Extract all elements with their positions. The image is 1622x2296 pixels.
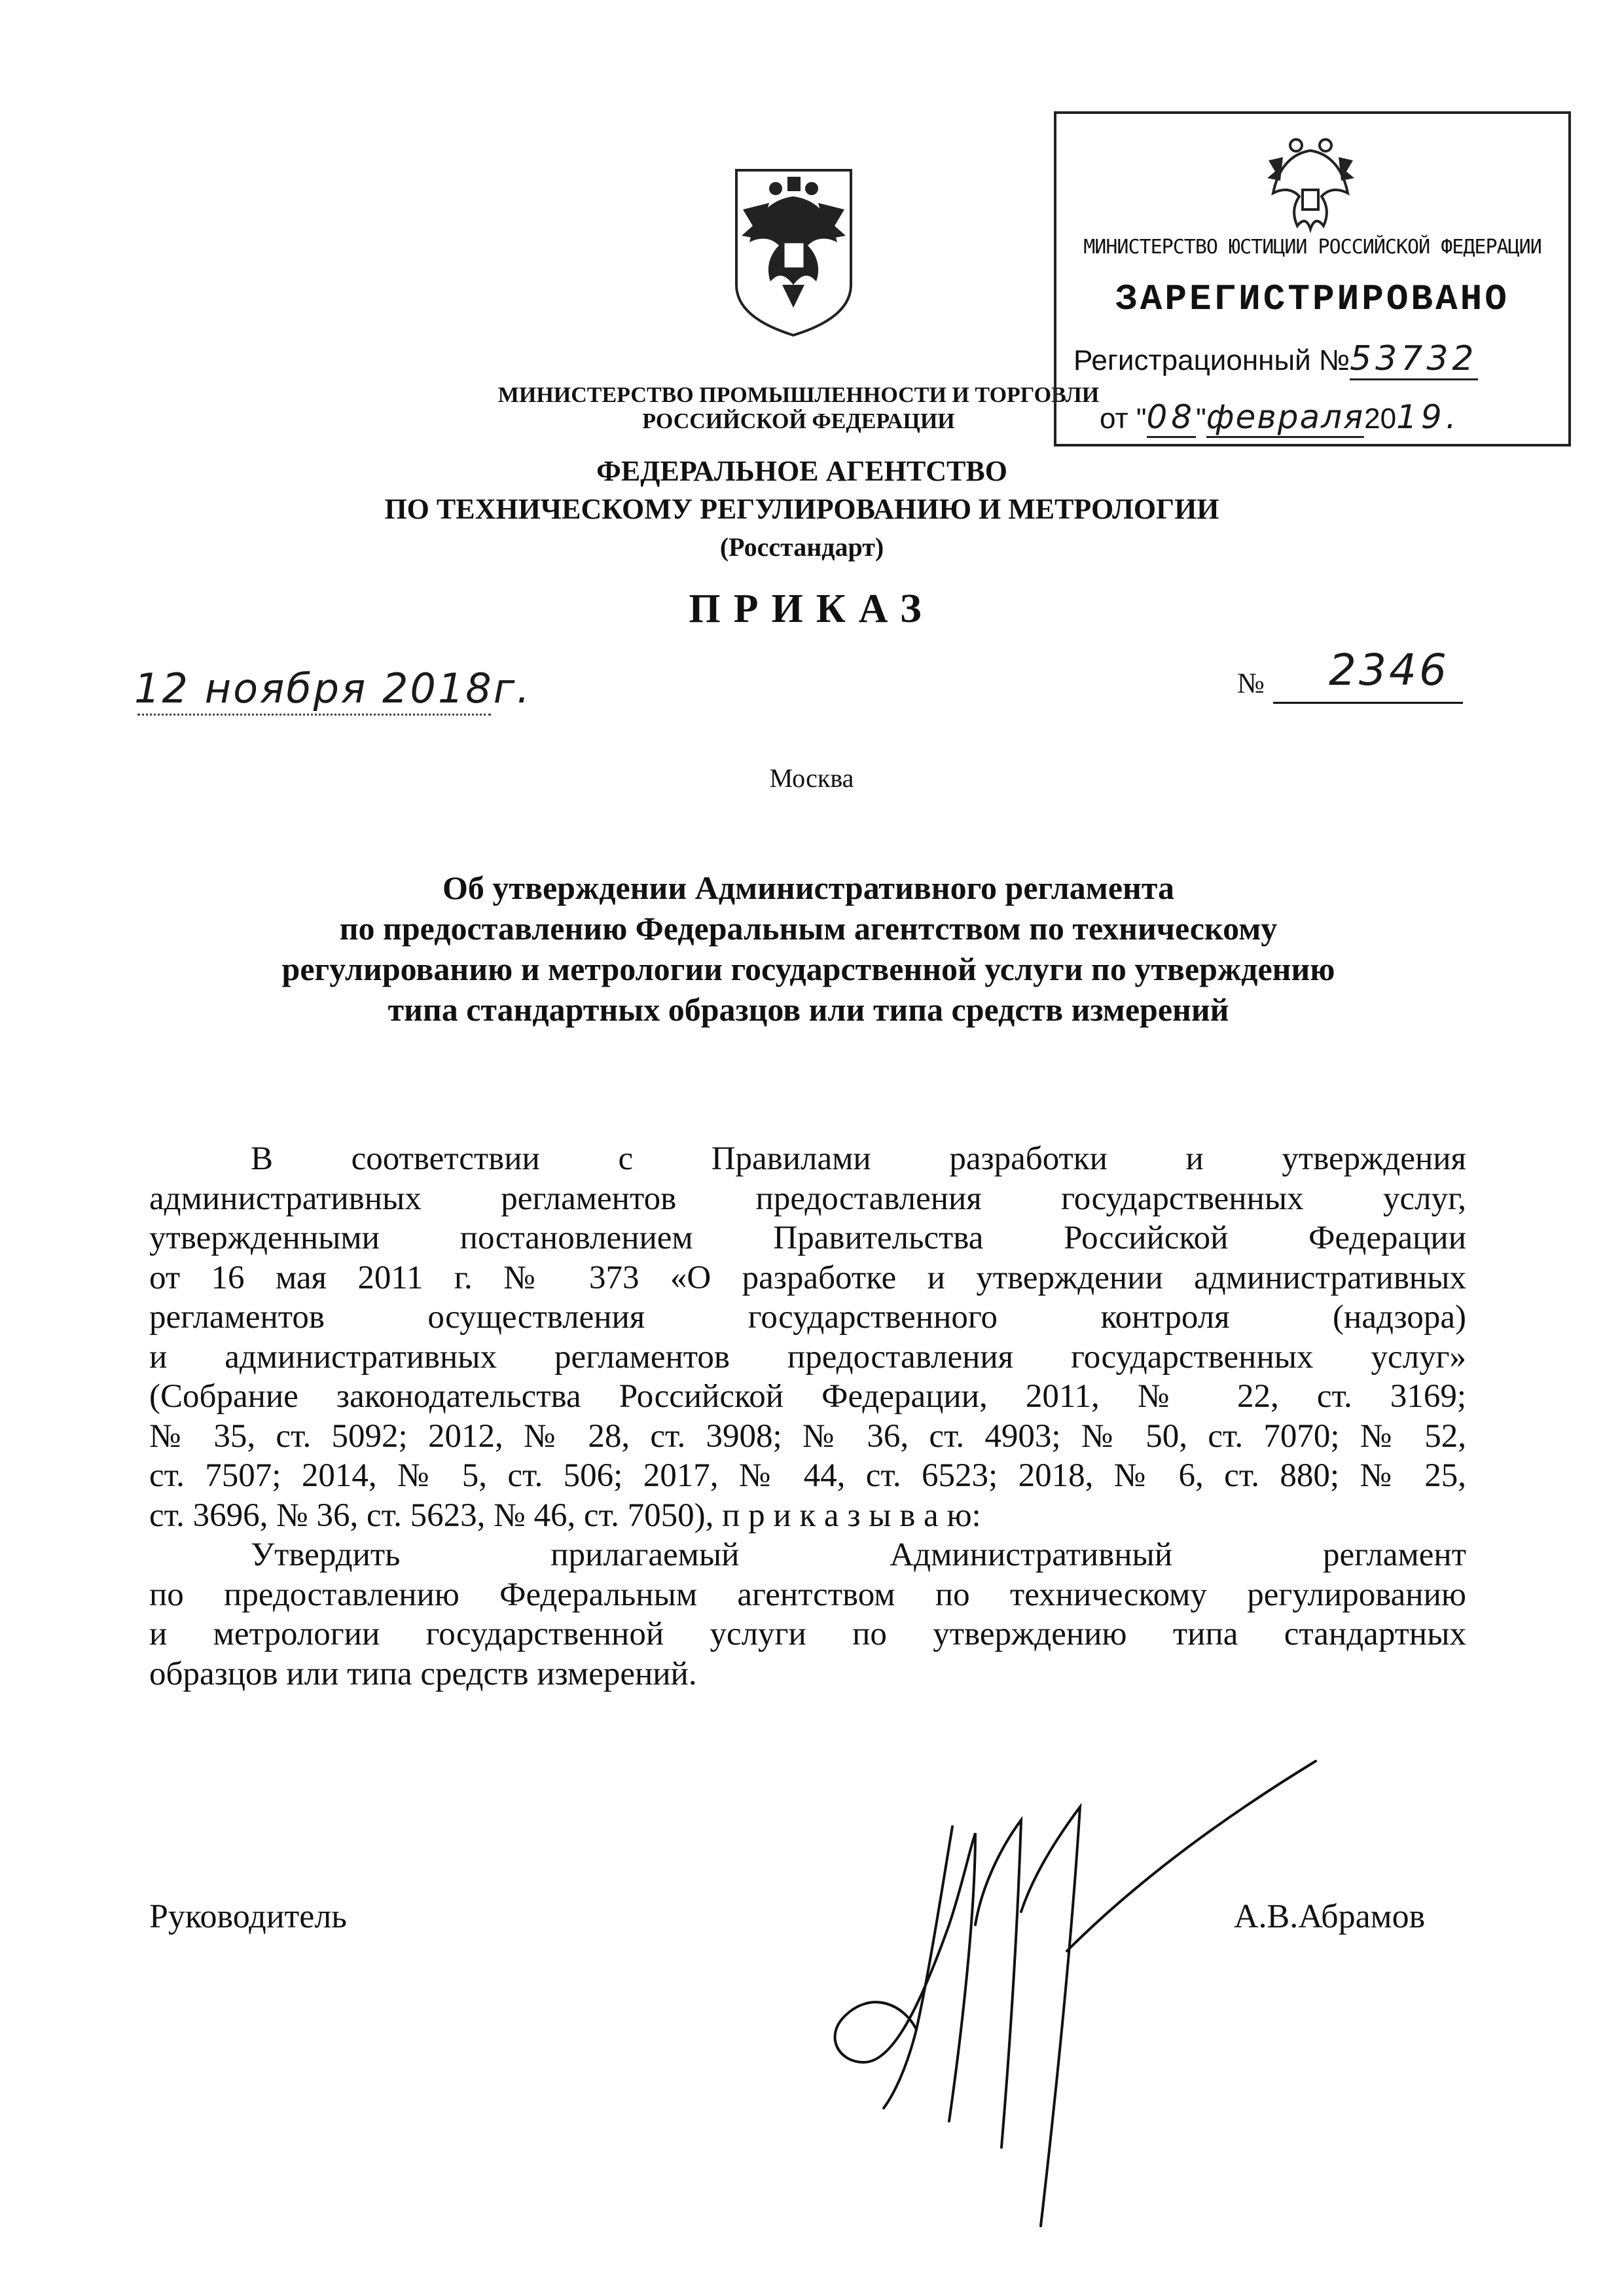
body-line: административных регламентов предоставления государственных услуг, bbox=[149, 1180, 1466, 1217]
body-line: по предоставлению Федеральным агентством по техническому регулированию bbox=[149, 1576, 1466, 1613]
stamp-date-month: февраля bbox=[1206, 398, 1364, 438]
ministry-name-line1: МИНИСТЕРСТВО ПРОМЫШЛЕННОСТИ И ТОРГОВЛИ bbox=[497, 383, 1100, 407]
stamp-date-day: 08 bbox=[1147, 398, 1197, 438]
document-title bbox=[151, 867, 1466, 1030]
title-line: регулированию и метрологии государственной услуги по утверждению bbox=[281, 951, 1335, 987]
signatory-name: А.В.Абрамов bbox=[1234, 1898, 1426, 1935]
stamp-date-year-prefix: 20 bbox=[1364, 403, 1397, 435]
agency-name-line2: ПО ТЕХНИЧЕСКОМУ РЕГУЛИРОВАНИЮ И МЕТРОЛОГИИ bbox=[384, 493, 1219, 525]
title-line: типа стандартных образцов или типа средств измерений bbox=[387, 991, 1229, 1028]
stamp-date-row bbox=[1100, 398, 1460, 436]
stamp-date-sep: " bbox=[1196, 403, 1206, 435]
title-line: по предоставлению Федеральным агентством по техническому bbox=[339, 910, 1278, 947]
body-paragraph-1 bbox=[149, 1139, 1466, 1535]
stamp-reg-label: Регистрационный № bbox=[1073, 344, 1350, 376]
handwritten-signature bbox=[753, 1755, 1375, 2246]
signatory-position: Руководитель bbox=[149, 1898, 347, 1935]
stamp-status: ЗАРЕГИСТРИРОВАНО bbox=[1115, 278, 1509, 320]
body-line: (Собрание законодательства Российской Федерации, 2011, № 22, ст. 3169; bbox=[149, 1378, 1466, 1415]
stamp-ministry: МИНИСТЕРСТВО ЮСТИЦИИ РОССИЙСКОЙ ФЕДЕРАЦИИ bbox=[1083, 236, 1541, 259]
order-number: 2346 bbox=[1329, 645, 1449, 695]
stamp-registration-row bbox=[1073, 339, 1478, 378]
ministry-name-line2: РОССИЙСКОЙ ФЕДЕРАЦИИ bbox=[642, 409, 955, 433]
document-type: ПРИКАЗ bbox=[689, 587, 935, 631]
body-line: № 35, ст. 5092; 2012, № 28, ст. 3908; № 36, ст. 4903; № 50, ст. 7070; № 52, bbox=[149, 1417, 1466, 1455]
order-date-handwritten: 12 ноября 2018г. bbox=[134, 665, 532, 712]
stamp-date-year-suffix: 19. bbox=[1396, 398, 1460, 436]
body-line: утвержденными постановлением Правительства Российской Федерации bbox=[149, 1220, 1466, 1256]
body-line: регламентов осуществления государственного контроля (надзора) bbox=[149, 1299, 1466, 1336]
body-line: ст. 7507; 2014, № 5, ст. 506; 2017, № 44, ст. 6523; 2018, № 6, ст. 880; № 25, bbox=[149, 1457, 1466, 1494]
date-underline bbox=[137, 714, 491, 716]
city: Москва bbox=[769, 763, 854, 793]
body-line: от 16 мая 2011 г. № 373 «О разработке и утверждении административных bbox=[149, 1259, 1466, 1296]
body-line: и метрологии государственной услуги по утверждению типа стандартных bbox=[149, 1616, 1466, 1652]
body-line: образцов или типа средств измерений. bbox=[149, 1655, 697, 1692]
stamp-eagle-icon bbox=[1263, 131, 1358, 236]
body-line: и административных регламентов предоставления государственных услуг» bbox=[149, 1338, 1466, 1376]
stamp-date-prefix: от " bbox=[1100, 403, 1147, 435]
order-number-label: № bbox=[1237, 667, 1265, 699]
agency-short-name: (Росстандарт) bbox=[719, 532, 884, 562]
coat-of-arms-emblem bbox=[730, 164, 857, 340]
body-line: В соответствии с Правилами разработки и утверждения bbox=[251, 1140, 1466, 1177]
body-line: Утвердить прилагаемый Административный регламент bbox=[251, 1537, 1466, 1573]
body-paragraph-2 bbox=[149, 1535, 1466, 1694]
agency-name-line1: ФЕДЕРАЛЬНОЕ АГЕНТСТВО bbox=[596, 455, 1007, 487]
stamp-reg-number: 53732 bbox=[1350, 339, 1477, 380]
title-line: Об утверждении Административного регламента bbox=[442, 869, 1174, 906]
order-number-underline bbox=[1273, 702, 1463, 704]
body-line: ст. 3696, № 36, ст. 5623, № 46, ст. 7050), п р и к а з ы в а ю: bbox=[149, 1497, 981, 1534]
